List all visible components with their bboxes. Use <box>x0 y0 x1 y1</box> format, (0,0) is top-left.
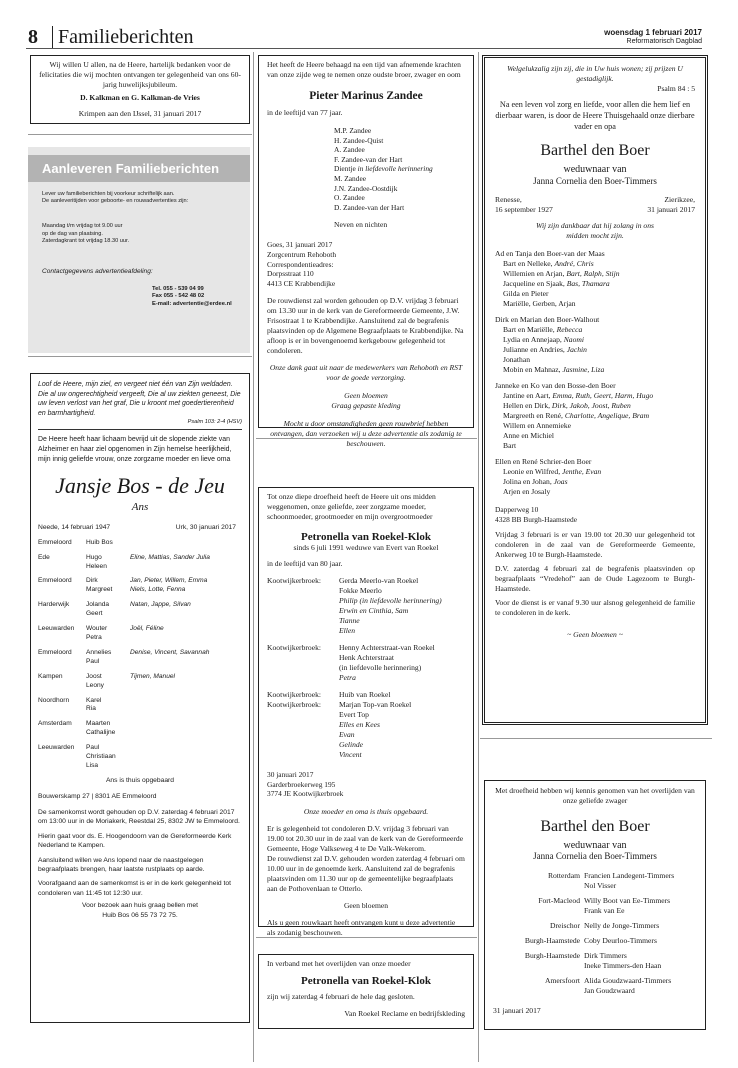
family-member: Leonie en Wilfred, Jenthe, Evan <box>503 467 602 476</box>
grandchildren: Rebecca <box>556 325 583 334</box>
family-names: Jolanda Geert <box>86 601 110 618</box>
roekel-notice <box>258 954 474 1029</box>
zandee-dress: Graag gepaste kleding <box>331 401 401 411</box>
roekel-obituary <box>258 487 474 937</box>
family-member: Jantine en Aart, Emma, Ruth, Geert, Harm, Hugo <box>503 391 654 400</box>
family-place: Leeuwarden <box>38 744 75 752</box>
family-names: Francien Landegent-Timmers Nol Visser <box>584 871 675 890</box>
bos-home: Ans is thuis opgebaard <box>105 776 175 784</box>
family-row <box>38 577 242 595</box>
family-names: Annelies Paul <box>86 648 112 665</box>
boer-family-list <box>495 249 695 497</box>
divider <box>28 356 252 357</box>
kalkman-place: Krimpen aan den IJssel, 31 januari 2017 <box>78 109 202 118</box>
family-grandchildren: Elles en Kees Evan Gelinde Vincent <box>339 720 380 759</box>
bos-died: Urk, 30 januari 2017 <box>175 523 236 531</box>
boer-notice-family-list <box>493 871 697 996</box>
family-member: F. Zandee-van der Hart <box>334 154 403 164</box>
family-row <box>38 744 242 771</box>
aanleveren-intro: De aanleveritijden voor geboorte- en rouwadvertenties zijn: <box>42 198 189 205</box>
family-member: O. Zandee <box>334 193 365 203</box>
family-grandchildren: Eline, Mattias, Sander Julia <box>130 553 210 561</box>
family-member: A. Zandee <box>334 145 365 155</box>
bos-burial: Aansluitend willen we Ans lopend naar de naastgelegen begraafplaats brengen, haar laatste rustplaats op aarde. <box>38 856 205 873</box>
family-group <box>495 457 695 497</box>
bos-verse: Loof de Heere, mijn ziel, en vergeet niet één van Zijn weldaden. Die al uw ongerechtigheid vergeeft, Die al uw ziekten geneest, Die uw leven verlost van het graf, Die u kroont met goedertierenheid en barmhartigheid. <box>38 381 241 417</box>
aanleveren-box <box>28 147 250 353</box>
boer-zip: 4328 BB Burgh-Haamstede <box>495 514 577 524</box>
family-member: H. Zandee-Quist <box>334 135 384 145</box>
family-place: Harderwijk <box>38 601 70 609</box>
zandee-intro: Het heeft de Heere behaagd na een tijd van afnemende krachten van onze zijde weg te nemen onze oudste broer, zwager en oom <box>267 60 461 79</box>
zandee-flowers: Geen bloemen <box>344 391 388 401</box>
zandee-zip: 4413 CE Krabbendijke <box>267 278 336 288</box>
family-row <box>38 601 242 619</box>
family-names: Dirk Timmers Ineke Timmers-den Haan <box>584 951 662 970</box>
family-grandchildren <box>130 720 242 738</box>
family-place: Kootwijkerbroek: <box>267 643 321 652</box>
newspaper-name: Reformatorisch Dagblad <box>626 38 702 45</box>
family-place: Burgh-Haamstede <box>524 951 580 960</box>
family-head: Ad en Tanja den Boer-van der Maas <box>495 249 605 258</box>
family-place: Leeuwarden <box>38 625 75 633</box>
bos-service: De samenkomst wordt gehouden op D.V. zaterdag 4 februari 2017 om 13:00 uur in de Moriakerk, Reestdal 25, 8302 JW te Emmeloord. <box>38 808 240 826</box>
family-names: Henny Achterstraat-van Roekel Henk Achterstraat (in liefdevolle herinnering) <box>339 643 435 672</box>
family-member: Jolina en Johan, Joas <box>503 477 568 486</box>
family-member: Mobin en Mahnaz, Jasmine, Liza <box>503 365 605 374</box>
family-member: Julianne en Andries, Jachin <box>503 345 587 354</box>
family-member: Willem en Annemieke <box>503 421 572 430</box>
family-place: Noordhorn <box>38 696 70 704</box>
deadline-line: Zaterdagkrant tot vrijdag 18.30 uur. <box>42 237 130 244</box>
grandchildren: Bart, Ralph, Stijn <box>566 269 620 278</box>
boer-born: Renesse, 16 september 1927 <box>495 195 553 214</box>
roekel-date: 30 januari 2017 <box>267 770 314 779</box>
family-member: Arjen en Josaly <box>503 487 551 496</box>
family-member: Jonathan <box>503 355 530 364</box>
family-group <box>495 381 695 451</box>
family-grandchildren <box>130 539 242 548</box>
roekel-family-list <box>267 576 465 760</box>
family-place: Emmeloord <box>38 538 72 546</box>
boer-died: Zierikzee, 31 januari 2017 <box>647 195 695 214</box>
boer-street: Dapperweg 10 <box>495 505 539 514</box>
family-row <box>493 976 697 996</box>
boer-notice-wife: Janna Cornelia den Boer-Timmers <box>533 851 657 861</box>
family-grandchildren: Tijmen, Manuel <box>130 672 176 680</box>
issue-date: woensdag 1 februari 2017 <box>604 28 702 37</box>
family-row <box>38 720 242 738</box>
family-names: Coby Deurloo-Timmers <box>584 936 657 945</box>
contact-fax: Fax 055 - 542 48 02 <box>152 293 205 300</box>
family-head: Dirk en Marian den Boer-Walhout <box>495 315 600 324</box>
roekel-notice-intro: In verband met het overlijden van onze moeder <box>267 959 411 968</box>
family-member: Hellen en Dirk, Dirk, Jakob, Joost, Ruben <box>503 401 631 410</box>
family-row <box>38 673 242 691</box>
bos-nickname: Ans <box>131 500 149 513</box>
family-grandchildren: Joël, Féline <box>130 625 164 633</box>
family-row <box>493 896 697 916</box>
family-head: Janneke en Ko van den Bosse-den Boer <box>495 381 616 390</box>
grandchildren: Emma, Ruth, Geert, Harm, Hugo <box>552 391 654 400</box>
boer-widower: weduwnaar van <box>563 164 627 175</box>
roekel-notice-name: Petronella van Roekel-Klok <box>301 975 431 987</box>
family-group <box>267 690 465 760</box>
family-group <box>495 315 695 375</box>
roekel-home: Onze moeder en oma is thuis opgebaard. <box>303 806 429 816</box>
family-member: Margreeth en René, Charlotte, Angelique, Bram <box>503 411 650 420</box>
family-names: Karel Ria <box>86 696 102 713</box>
family-grandchildren: Jan, Pieter, Willem, Emma Niels, Lotte, Fenna <box>130 577 208 594</box>
zandee-family-list <box>334 126 465 212</box>
family-names: Nelly de Jonge-Timmers <box>584 921 660 930</box>
bos-obituary <box>30 373 250 1023</box>
family-grandchildren: Natan, Jappe, Silvan <box>130 601 191 609</box>
grandchildren: Dirk, Jakob, Joost, Ruben <box>551 401 631 410</box>
boer-notice-name: Barthel den Boer <box>540 818 650 835</box>
family-row <box>38 697 242 715</box>
family-row <box>493 921 697 931</box>
header-rule <box>26 48 702 49</box>
zandee-obituary <box>258 55 474 449</box>
bos-condolence: Voorafgaand aan de samenkomst is er in de kerk gelegenheid tot condoleren van 11:45 tot 12:30 uur. <box>38 880 231 897</box>
family-member: Bart en Mariëlle, Rebecca <box>503 325 583 334</box>
section-title: Familieberichten <box>52 26 194 48</box>
family-member: Bart en Nelleke, André, Chris <box>503 259 594 268</box>
family-names: Dirk Margreet <box>86 577 113 594</box>
family-group <box>267 576 465 636</box>
grandchildren: Charlotte, Angelique, Bram <box>564 411 650 420</box>
boer-verse: Welgelukzalig zijn zij, die in Uw huis wonen; zij prijzen U gestadiglijk. <box>507 64 683 83</box>
boer-condolence: Vrijdag 3 februari is er van 19.00 tot 20.30 uur gelegenheid tot condoleren in de zaal van de Gereformeerde Gemeente, Ankerweg 10 te Burgh-Haamstede. <box>495 530 695 560</box>
roekel-intro: Tot onze diepe droefheid heeft de Heere uit ons midden weggenomen, onze geliefde, zeer zorgzame moeder, schoonmoeder, grootmoeder en mijn overgrootmoeder <box>267 492 436 521</box>
divider <box>256 438 477 439</box>
zandee-street: Dorpsstraat 110 <box>267 269 314 279</box>
divider <box>28 134 252 135</box>
family-grandchildren: Denise, Vincent, Savannah <box>130 648 210 656</box>
boer-wife: Janna Cornelia den Boer-Timmers <box>533 176 657 186</box>
boer-verse-ref: Psalm 84 : 5 <box>657 84 695 93</box>
family-member: J.N. Zandee-Oostdijk <box>334 183 398 193</box>
zandee-name: Pieter Marinus Zandee <box>309 90 423 102</box>
bos-intro: De Heere heeft haar lichaam bevrijd uit de slopende ziekte van Alzheimer en haar ziel opgenomen in Zijn hemelse heerlijkheid, mijn innig geliefde vrouw, onze zorgzame moeder en lieve oma <box>38 436 232 463</box>
family-row <box>38 625 242 643</box>
kalkman-names: D. Kalkman en G. Kalkman-de Vries <box>80 93 200 102</box>
boer-name: Barthel den Boer <box>540 142 650 159</box>
family-place: Emmeloord <box>38 577 72 585</box>
kalkman-text: Wij willen U allen, na de Heere, hartelijk bedanken voor de felicitaties die wij mochten ontvangen ter gelegenheid van ons 60-jarig huwelijksjubileum. <box>39 60 241 89</box>
family-place: Kootwijkerbroek: <box>267 576 321 585</box>
roekel-note: Als u geen rouwkaart heeft ontvangen kunt u deze advertentie als zodanig beschouwen. <box>267 917 456 937</box>
grandchildren: Jenthe, Evan <box>562 467 602 476</box>
roekel-condolence: Er is gelegenheid tot condoleren D.V. vrijdag 3 februari van 19.00 tot 20.30 uur in de zaal van de kerk van de Gereformeerde Gemeente, Hoge Valkseweg 4 te De Valk-Wekerom. <box>267 823 464 853</box>
family-row <box>38 539 242 548</box>
family-member: M.P. Zandee <box>334 126 372 135</box>
zandee-nephews: Neven en nichten <box>334 220 388 230</box>
family-place: Ede <box>38 553 50 561</box>
family-row <box>493 936 697 946</box>
kalkman-ad <box>30 55 250 124</box>
family-names: Gerda Meerlo-van Roekel Fokke Meerlo <box>339 576 419 595</box>
family-row <box>267 643 465 673</box>
family-head: Ellen en René Schrier-den Boer <box>495 457 592 466</box>
roekel-service: De rouwdienst zal D.V. gehouden worden zaterdag 4 februari om 10.00 uur in de genoemde kerk. Aansluitend zal de begrafenis plaatsvinden om 11.30 uur op de gemeentelijke begraafplaats aan de Pothovenlaan te Otterlo. <box>267 853 465 893</box>
zandee-age: in de leeftijd van 77 jaar. <box>267 108 343 117</box>
contact-label: Contactgegevens advertentieafdeling: <box>42 268 153 276</box>
contact-phone: Tel. 055 - 539 04 99 <box>152 286 204 293</box>
aanleveren-intro: Lever uw familieberichten bij voorkeur schriftelijk aan. <box>42 191 175 197</box>
family-place: Dreischor <box>550 921 580 930</box>
aanleveren-title: Aanleveren Familieberichten <box>28 155 250 182</box>
bos-visit: Voor bezoek aan huis graag bellen met Huib Bos 06 55 73 72 75. <box>82 902 198 919</box>
roekel-notice-sign: Van Roekel Reclame en bedrijfskleding <box>344 1009 465 1018</box>
deadline-line: op de dag van plaatsing. <box>42 230 103 237</box>
roekel-notice-text: zijn wij zaterdag 4 februari de hele dag gesloten. <box>267 992 415 1001</box>
zandee-place: Goes, 31 januari 2017 <box>267 240 333 250</box>
grandchildren: Joas <box>553 477 568 486</box>
deadline-line: Maandag t/m vrijdag tot 9.00 uur <box>42 223 123 230</box>
roekel-street: Garderbroekerweg 195 <box>267 779 336 789</box>
family-member: Lydia en Annejaap, Naomi <box>503 335 584 344</box>
roekel-zip: 3774 JE Kootwijkerbroek <box>267 789 344 799</box>
divider <box>480 738 712 739</box>
page-number: 8 <box>28 26 38 48</box>
family-row <box>267 690 465 720</box>
boer-notice-intro: Met droefheid hebben wij kennis genomen van het overlijden van onze geliefde zwager <box>495 786 695 805</box>
column-divider <box>478 52 479 1062</box>
bos-address: Bouwerskamp 27 | 8301 AE Emmeloord <box>38 792 157 800</box>
family-grandchildren: Petra <box>339 673 356 682</box>
family-place: Kampen <box>38 672 63 680</box>
divider <box>256 937 477 938</box>
family-row <box>38 554 242 572</box>
family-row <box>267 576 465 596</box>
family-row <box>493 951 697 971</box>
family-place: Amersfoort <box>544 976 580 985</box>
family-names: Alida Goudzwaard-Timmers Jan Goudzwaard <box>584 976 672 995</box>
bos-name: Jansje Bos - de Jeu <box>55 472 225 498</box>
boer-church-condolence: Voor de dienst is er vanaf 9.30 uur alsnog gelegenheid de familie te condoleren in de kerk. <box>495 598 695 618</box>
family-member: D. Zandee-van der Hart <box>334 202 405 212</box>
contact-email: E-mail: advertentie@erdee.nl <box>152 300 232 307</box>
grandchildren: Naomi <box>563 335 584 344</box>
zandee-corr-label: Correspondentieadres: <box>267 259 334 269</box>
roekel-name: Petronella van Roekel-Klok <box>301 531 431 543</box>
roekel-flowers: Geen bloemen <box>343 900 389 910</box>
family-place: Emmeloord <box>38 648 72 656</box>
bos-family-list <box>38 539 242 771</box>
bos-minister: Hierin gaat voor ds. E. Hoogendoorn van de Gereformeerde Kerk Nederland te Kampen. <box>38 832 232 850</box>
roekel-age: in de leeftijd van 80 jaar. <box>267 559 343 568</box>
family-names: Huib Bos <box>86 538 113 546</box>
family-member: Willemien en Arjan, Bart, Ralph, Stijn <box>503 269 620 278</box>
family-group <box>267 643 465 683</box>
family-member: Gilda en Pieter <box>503 289 549 298</box>
family-names: Hugo Heleen <box>86 553 107 570</box>
family-row <box>38 649 242 667</box>
boer-flowers: ~ Geen bloemen ~ <box>567 630 623 640</box>
family-member: Bart <box>503 441 517 450</box>
family-names: Joost Leony <box>86 672 104 689</box>
family-place: Rotterdam <box>547 871 580 880</box>
boer-thanks: Wij zijn dankbaar dat hij zolang in ons midden mocht zijn. <box>536 221 654 240</box>
family-grandchildren: Philip (in liefdevolle herinnering) Erwin en Cinthia, Sam Tianne Ellen <box>339 596 442 635</box>
family-names: Wouter Petra <box>86 625 108 642</box>
column-divider <box>253 52 254 1062</box>
family-names: Willy Boot van Ee-Timmers Frank van Ee <box>584 896 671 915</box>
family-names: Maarten Cathalijne <box>86 720 116 737</box>
family-row <box>493 871 697 891</box>
family-place: Fort-Macleod <box>538 896 580 905</box>
grandchildren: Jachin <box>566 345 587 354</box>
grandchildren: Bas, Thamara <box>566 279 610 288</box>
family-member: M. Zandee <box>334 173 367 183</box>
boer-intro: Na een leven vol zorg en liefde, voor allen die hem lief en dierbaar waren, is door de Heere Thuisgehaald onze dierbare vader en opa <box>495 100 695 131</box>
zandee-note: Mocht u door omstandigheden geen rouwbrief hebben ontvangen, dan verzoeken wij u deze advertentie als zodanig te beschouwen. <box>270 419 462 449</box>
family-group <box>495 249 695 309</box>
family-names: Huib van Roekel Marjan Top-van Roekel Evert Top <box>339 690 412 719</box>
divider <box>38 429 242 430</box>
bos-born: Neede, 14 februari 1947 <box>38 523 111 531</box>
family-member: Anne en Michiel <box>503 431 555 440</box>
family-member: Mariëlle, Gerben, Arjan <box>503 299 576 308</box>
family-place: Burgh-Haamstede <box>524 936 580 945</box>
grandchildren: André, Chris <box>554 259 594 268</box>
grandchildren: Jasmine, Liza <box>562 365 605 374</box>
boer-burial: D.V. zaterdag 4 februari zal de begrafenis plaatsvinden op begraafplaats “Vredehof” aan de Oude Lagezoom te Burgh-Haamstede. <box>495 564 695 594</box>
boer-notice <box>484 780 706 1030</box>
family-member: Dientje in liefdevolle herinnering <box>334 164 433 174</box>
family-grandchildren <box>130 697 242 715</box>
family-place: Kootwijkerbroek: Kootwijkerbroek: <box>267 690 321 709</box>
zandee-thanks: Onze dank gaat uit naar de medewerkers van Rehoboth en RST voor de goede verzorging. <box>269 363 463 383</box>
boer-obituary <box>482 55 708 725</box>
family-names: Paul Christiaan Lisa <box>86 744 116 769</box>
bos-verse-ref: Psalm 103: 2-4 (HSV) <box>187 419 242 426</box>
zandee-home: Zorgcentrum Rehoboth <box>267 249 337 259</box>
boer-notice-widower: weduwnaar van <box>563 840 627 851</box>
zandee-service: De rouwdienst zal worden gehouden op D.V. vrijdag 3 februari om 13.30 uur in de kerk van de Gereformeerde Gemeente, J.W. Frisostraat 1 te Krabbendijke. Aansluitend zal de begrafenis plaatsvinden op de Algemene Begraafplaats te Krabbendijke. Na afloop is er in bovengenoemd kerkgebouw gelegenheid tot condoleren. <box>267 296 464 356</box>
family-place: Amsterdam <box>38 720 72 728</box>
boer-notice-date: 31 januari 2017 <box>493 1006 541 1015</box>
roekel-since: sinds 6 juli 1991 weduwe van Evert van Roekel <box>293 543 439 552</box>
family-grandchildren <box>130 744 242 771</box>
family-member: Jacqueline en Sjaak, Bas, Thamara <box>503 279 610 288</box>
